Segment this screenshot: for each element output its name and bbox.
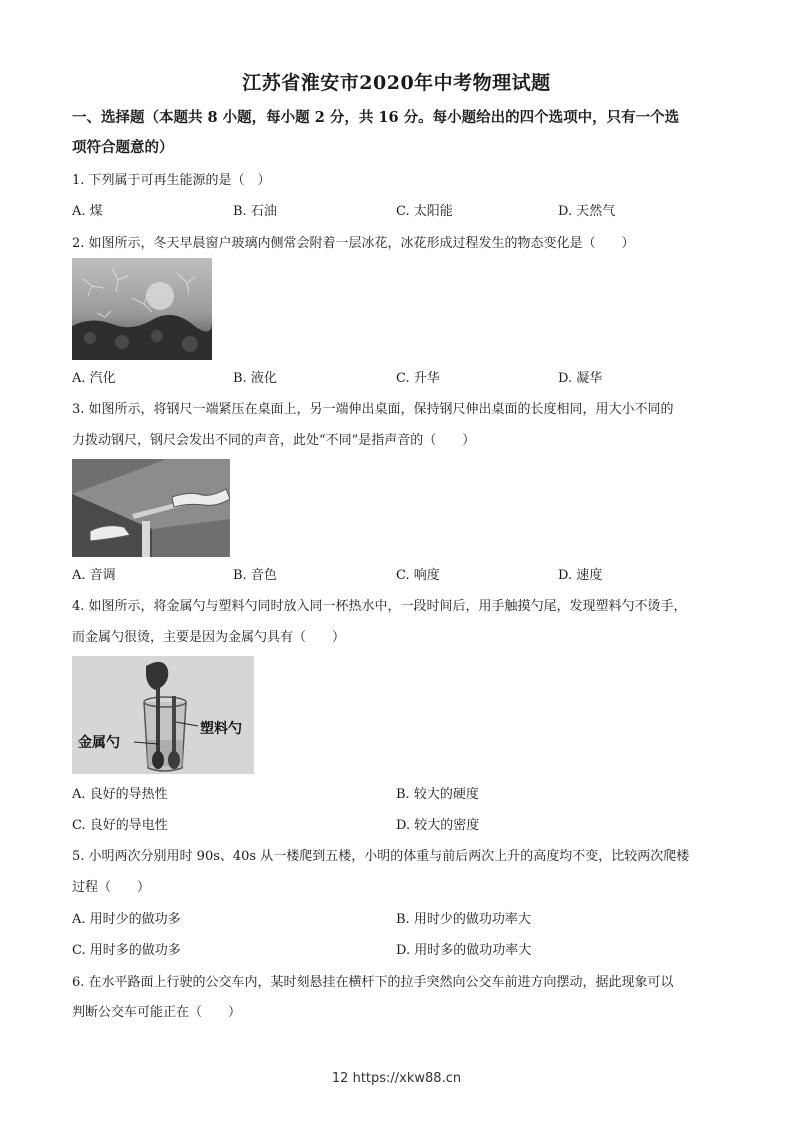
- spoons-in-cup-photo: [72, 656, 254, 774]
- question-4-option-d: D. 较大的密度: [396, 818, 480, 833]
- question-2-option-b: B. 液化: [233, 371, 277, 386]
- question-6-stem-line-2: 判断公交车可能正在（ ）: [72, 1005, 242, 1020]
- question-4-option-b: B. 较大的硬度: [396, 787, 479, 802]
- question-3-option-a: A. 音调: [72, 568, 116, 583]
- question-5-option-d: D. 用时多的做功功率大: [396, 943, 532, 958]
- metal-spoon-label: 金属勺: [78, 735, 120, 751]
- plastic-spoon-label: 塑料勺: [200, 721, 242, 737]
- question-4-option-a: A. 良好的导热性: [72, 787, 168, 802]
- question-3-stem-line-2: 力拨动钢尺，钢尺会发出不同的声音，此处“不同”是指声音的（ ）: [72, 433, 476, 448]
- section-heading-line-1: 一、选择题（本题共 8 小题，每小题 2 分，共 16 分。每小题给出的四个选项中，只有一个选: [72, 109, 680, 126]
- steel-ruler-photo: [72, 459, 230, 557]
- question-1-option-b: B. 石油: [233, 204, 277, 219]
- question-2-stem: 2. 如图所示，冬天早晨窗户玻璃内侧常会附着一层冰花，冰花形成过程发生的物态变化是（ ）: [72, 236, 635, 251]
- question-5-option-c: C. 用时多的做功多: [72, 943, 181, 958]
- page-footer: 12 https://xkw88.cn: [331, 1071, 462, 1086]
- question-5-option-a: A. 用时少的做功多: [72, 912, 181, 927]
- question-1-option-a: A. 煤: [72, 204, 103, 219]
- question-2-option-d: D. 凝华: [558, 371, 603, 386]
- question-2-option-c: C. 升华: [396, 371, 440, 386]
- question-5-stem-line-1: 5. 小明两次分别用时 90s、40s 从一楼爬到五楼，小明的体重与前后两次上升的高度均不变，比较两次爬楼: [72, 849, 690, 864]
- question-4-stem-line-2: 而金属勺很烫，主要是因为金属勺具有（ ）: [72, 630, 346, 645]
- question-2-option-a: A. 汽化: [72, 371, 116, 386]
- question-1-option-c: C. 太阳能: [396, 204, 453, 219]
- ice-flower-photo: [72, 258, 212, 360]
- question-3-option-d: D. 速度: [558, 568, 603, 583]
- section-heading-line-2: 项符合题意的）: [72, 139, 174, 156]
- question-1-option-d: D. 天然气: [558, 204, 616, 219]
- question-5-option-b: B. 用时少的做功功率大: [396, 912, 531, 927]
- question-1-stem: 1. 下列属于可再生能源的是（ ）: [72, 173, 271, 188]
- question-4-stem-line-1: 4. 如图所示，将金属勺与塑料勺同时放入同一杯热水中，一段时间后，用手触摸勺尾，发现塑料勺不烫手，: [72, 599, 687, 614]
- question-4-option-c: C. 良好的导电性: [72, 818, 168, 833]
- question-3-stem-line-1: 3. 如图所示，将钢尺一端紧压在桌面上，另一端伸出桌面，保持钢尺伸出桌面的长度相同，用大小不同的: [72, 402, 674, 417]
- question-3-option-b: B. 音色: [233, 568, 277, 583]
- question-5-stem-line-2: 过程（ ）: [72, 880, 151, 895]
- question-6-stem-line-1: 6. 在水平路面上行驶的公交车内，某时刻悬挂在横杆下的拉手突然向公交车前进方向摆动，据此现象可以: [72, 975, 674, 990]
- question-3-option-c: C. 响度: [396, 568, 440, 583]
- page-title: 江苏省淮安市2020年中考物理试题: [242, 72, 551, 94]
